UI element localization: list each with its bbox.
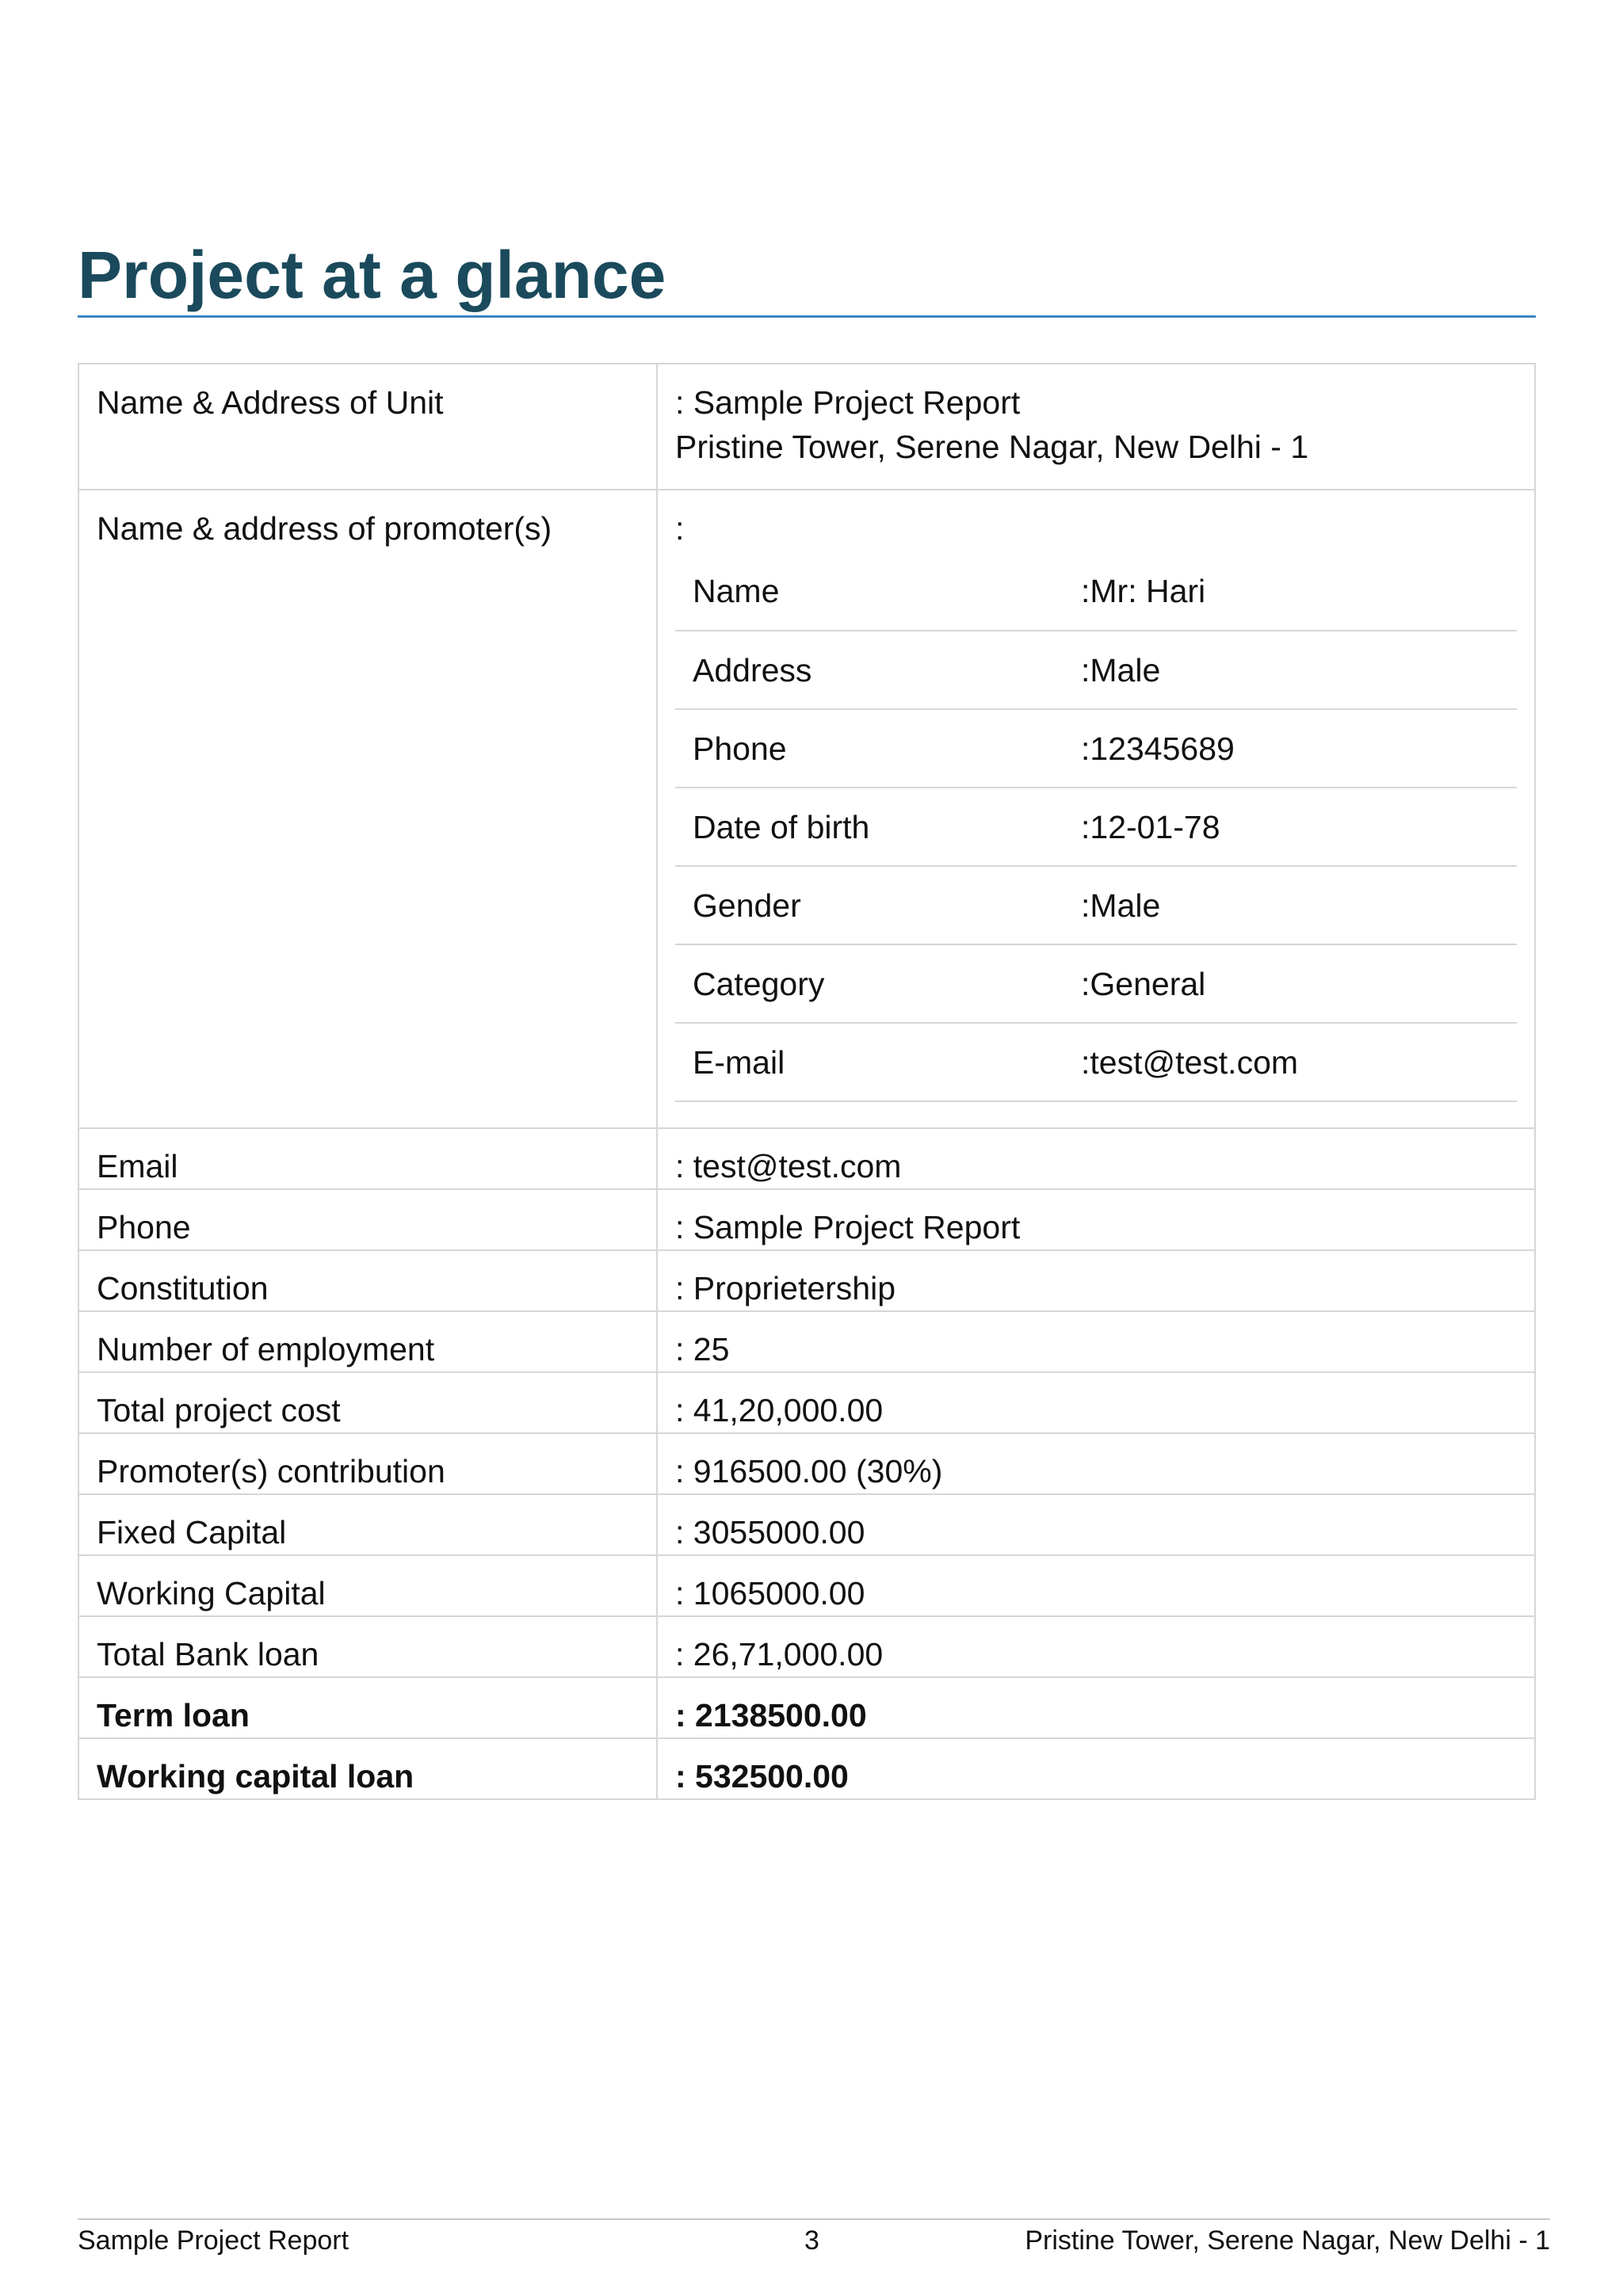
detail-row: [78, 1616, 1535, 1677]
detail-row: [78, 1555, 1535, 1616]
detail-label: Working capital loan: [78, 1738, 657, 1799]
detail-label: Total project cost: [78, 1372, 657, 1433]
footer-divider: [78, 2218, 1550, 2220]
promoter-detail-value: :Male: [1064, 631, 1517, 709]
promoter-detail-label: Phone: [675, 709, 1064, 788]
detail-label: Working Capital: [78, 1555, 657, 1616]
promoter-detail-row: [675, 1023, 1517, 1101]
detail-label: Fixed Capital: [78, 1494, 657, 1555]
detail-row: [78, 1372, 1535, 1433]
unit-address: Pristine Tower, Serene Nagar, New Delhi - 1: [675, 429, 1309, 465]
promoter-details: [657, 490, 1535, 1128]
footer-address: Pristine Tower, Serene Nagar, New Delhi - 1: [1025, 2225, 1550, 2256]
promoter-detail-value: :12-01-78: [1064, 788, 1517, 866]
promoter-detail-row: [675, 709, 1517, 788]
promoter-row: [78, 490, 1535, 1128]
promoter-detail-value: :12345689: [1064, 709, 1517, 788]
detail-row: [78, 1738, 1535, 1799]
detail-label: Total Bank loan: [78, 1616, 657, 1677]
detail-row: [78, 1250, 1535, 1311]
promoter-detail-row: [675, 866, 1517, 944]
detail-label: Promoter(s) contribution: [78, 1433, 657, 1494]
unit-label: Name & Address of Unit: [78, 364, 657, 490]
promoter-table: [675, 552, 1517, 1102]
unit-value: [657, 364, 1535, 490]
promoter-detail-row: [675, 631, 1517, 709]
detail-label: Term loan: [78, 1677, 657, 1738]
promoter-detail-row: [675, 944, 1517, 1023]
detail-row: [78, 1494, 1535, 1555]
footer-report-name: Sample Project Report: [78, 2225, 349, 2256]
promoter-detail-value: :test@test.com: [1064, 1023, 1517, 1101]
promoter-detail-label: Gender: [675, 866, 1064, 944]
detail-label: Number of employment: [78, 1311, 657, 1372]
promoter-detail-value: :Male: [1064, 866, 1517, 944]
detail-value: : 916500.00 (30%): [657, 1433, 1535, 1494]
unit-row: [78, 364, 1535, 490]
detail-value: : 532500.00: [657, 1738, 1535, 1799]
promoter-lead: :: [675, 510, 685, 547]
detail-value: : 3055000.00: [657, 1494, 1535, 1555]
promoter-detail-label: Category: [675, 944, 1064, 1023]
detail-row: [78, 1677, 1535, 1738]
detail-label: Phone: [78, 1189, 657, 1250]
page-title: Project at a glance: [78, 238, 666, 312]
promoter-detail-row: [675, 552, 1517, 631]
detail-label: Email: [78, 1128, 657, 1189]
detail-value: : 2138500.00: [657, 1677, 1535, 1738]
unit-name: : Sample Project Report: [675, 384, 1021, 421]
detail-value: : 25: [657, 1311, 1535, 1372]
promoter-label: Name & address of promoter(s): [78, 490, 657, 1128]
detail-value: : 41,20,000.00: [657, 1372, 1535, 1433]
promoter-detail-row: [675, 788, 1517, 866]
detail-value: : 26,71,000.00: [657, 1616, 1535, 1677]
detail-row: [78, 1433, 1535, 1494]
promoter-detail-label: Date of birth: [675, 788, 1064, 866]
promoter-detail-label: Address: [675, 631, 1064, 709]
detail-value: : Proprietership: [657, 1250, 1535, 1311]
detail-label: Constitution: [78, 1250, 657, 1311]
detail-row: [78, 1311, 1535, 1372]
detail-value: : test@test.com: [657, 1128, 1535, 1189]
promoter-detail-value: :General: [1064, 944, 1517, 1023]
title-divider: [78, 315, 1536, 318]
footer-page-number: 3: [804, 2225, 819, 2256]
detail-value: : 1065000.00: [657, 1555, 1535, 1616]
detail-row: [78, 1189, 1535, 1250]
detail-value: : Sample Project Report: [657, 1189, 1535, 1250]
promoter-detail-label: Name: [675, 552, 1064, 631]
detail-row: [78, 1128, 1535, 1189]
promoter-detail-label: E-mail: [675, 1023, 1064, 1101]
promoter-detail-value: :Mr: Hari: [1064, 552, 1517, 631]
project-summary-table: [78, 363, 1536, 1800]
